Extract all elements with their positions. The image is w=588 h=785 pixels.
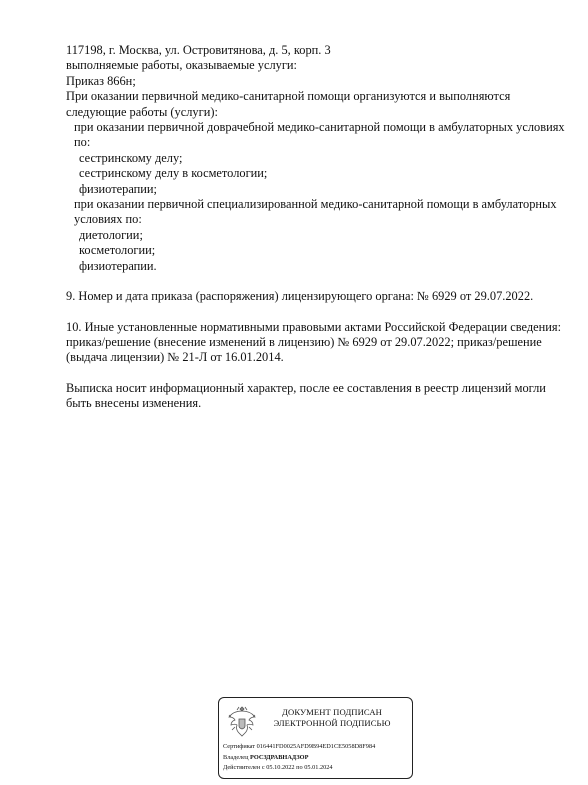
electronic-signature-stamp bbox=[218, 697, 413, 779]
certificate-row: Сертификат 016441FD0025AFD9B94ED1CE5058D8F984 bbox=[223, 743, 376, 750]
address-line: 117198, г. Москва, ул. Островитянова, д. 5, корп. 3 bbox=[66, 43, 331, 57]
list-item: косметологии; bbox=[79, 243, 156, 258]
list-item: сестринскому делу в косметологии; bbox=[79, 166, 268, 181]
works-services-heading: выполняемые работы, оказываемые услуги: bbox=[66, 58, 298, 73]
section-9: 9. Номер и дата приказа (распоряжения) лицензирующего органа: № 6929 от 29.07.2022. bbox=[66, 289, 534, 304]
specialized-care-line: при оказании первичной специализированной медико-санитарной помощи в амбулаторных условиях по: bbox=[74, 197, 557, 227]
section-10: 10. Иные установленные нормативными правовыми актами Российской Федерации сведения: приказ/решение (внесение изменений в лицензию) № 6929 от 29.07.2022; приказ/решение (выдача лицензии) № 21-Л от 16.01.2014. bbox=[66, 319, 562, 365]
disclaimer: Выписка носит информационный характер, после ее составления в реестр лицензий могли быть внесены изменения. bbox=[66, 380, 546, 411]
spacer bbox=[66, 305, 566, 320]
list-item: физиотерапии; bbox=[79, 181, 157, 196]
stamp-details bbox=[223, 742, 409, 774]
list-item: физиотерапии. bbox=[79, 258, 157, 273]
validity-row: Действителен с 05.10.2022 по 05.01.2024 bbox=[223, 764, 333, 772]
stamp-title: ДОКУМЕНТ ПОДПИСАН ЭЛЕКТРОННОЙ ПОДПИСЬЮ bbox=[273, 707, 391, 728]
spacer bbox=[66, 274, 566, 289]
list-item: диетологии; bbox=[79, 227, 143, 242]
order-line: Приказ 866н; bbox=[66, 73, 136, 88]
spacer bbox=[66, 366, 566, 381]
owner-row: Владелец РОСЗДРАВНАДЗОР bbox=[223, 753, 309, 761]
list-item: сестринскому делу; bbox=[79, 150, 183, 165]
russian-eagle-emblem-icon bbox=[226, 703, 258, 739]
pre-medical-care-line: при оказании первичной доврачебной медико-санитарной помощи в амбулаторных условиях по: bbox=[74, 120, 565, 150]
primary-care-paragraph: При оказании первичной медико-санитарной помощи организуются и выполняются следующие работы (услуги): bbox=[66, 89, 511, 119]
document-body bbox=[66, 43, 566, 412]
